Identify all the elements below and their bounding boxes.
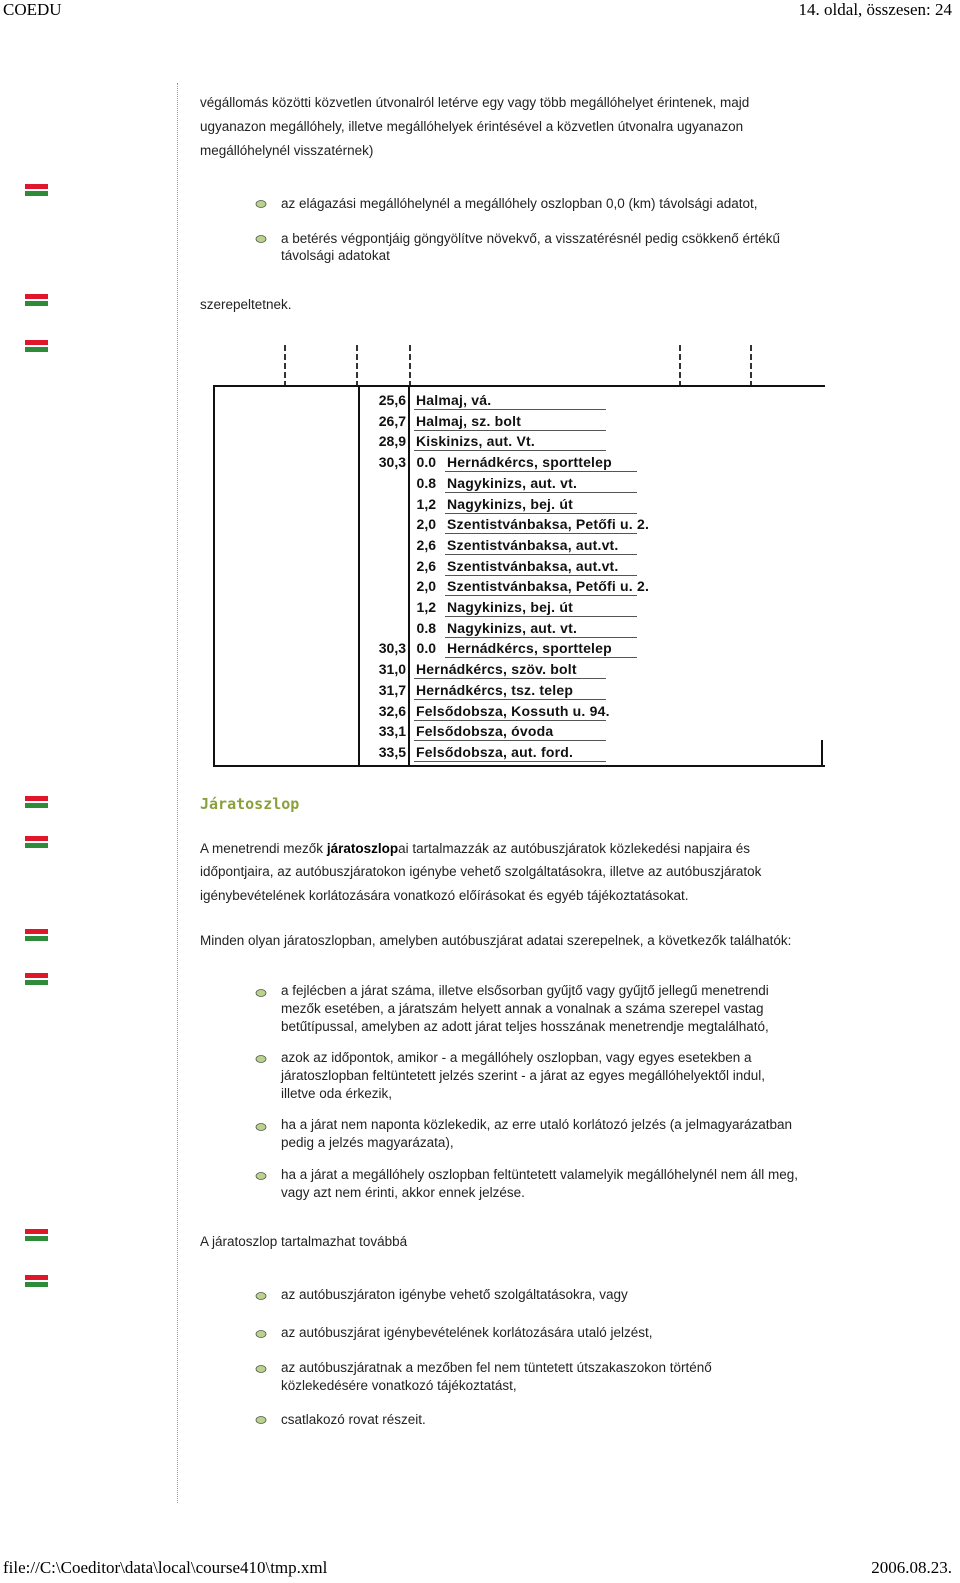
paragraph: A járatoszlop tartalmazhat továbbá [200,1234,408,1249]
hungarian-flag-icon [25,1275,48,1292]
row-underline [414,761,606,762]
list-item: távolsági adatokat [281,248,390,263]
branch-km-value: 0.8 [416,619,436,636]
stop-name: Nagykinizs, aut. vt. [447,619,578,636]
stop-name: Felsődobsza, aut. ford. [416,743,574,760]
stop-name: Halmaj, sz. bolt [416,412,522,429]
list-item: pedig a jelzés magyarázata), [281,1135,454,1150]
list-item: ha a járat a megállóhely oszlopban feltüntetett valamelyik megállóhelynél nem áll meg, [281,1167,799,1182]
hungarian-flag-icon [25,340,48,357]
intro-line: ugyanazon megállóhely, illetve megállóhelyek érintésével a közvetlen útvonalra ugyanazon [200,119,744,134]
bullet-icon [255,1119,267,1129]
timetable-row [213,638,825,658]
bullet-icon [255,231,267,241]
list-item: azok az időpontok, amikor - a megállóhely oszlopban, vagy egyes esetekben a [281,1050,752,1065]
hungarian-flag-icon [25,184,48,201]
list-item: a fejlécben a járat száma, illetve elsősorban gyűjtő vagy gyűjtő jellegű menetrendi [281,983,769,998]
list-item: mezők esetében, a járatszám helyett annak a vonalnak a száma szerepel vastag [281,1001,764,1016]
branch-km-value: 0.8 [416,474,436,491]
list-item: illetve oda érkezik, [281,1086,393,1101]
list-item: ha a járat nem naponta közlekedik, az erre utaló korlátozó jelzés (a jelmagyarázatban [281,1117,793,1132]
km-value: 25,6 [378,392,406,408]
timetable-row [213,618,825,638]
timetable-row [213,452,825,472]
km-value: 26,7 [378,412,406,429]
km-value: 33,1 [378,723,406,740]
branch-km-value: 2,0 [416,578,436,595]
section-heading: Járatoszlop [200,795,300,813]
bullet-icon [255,1168,267,1178]
bullet-icon [255,985,267,995]
stop-name: Nagykinizs, bej. út [447,599,573,615]
stop-name: Hernádkércs, sporttelep [447,640,612,657]
hungarian-flag-icon [25,929,48,946]
branch-km-value: 2,6 [416,536,436,553]
timetable-row [213,535,825,555]
timetable-row [213,556,825,576]
hungarian-flag-icon [25,796,48,813]
stop-name: Nagykinizs, bej. út [447,495,573,512]
bullet-icon [255,196,267,206]
km-value: 28,9 [378,433,406,450]
list-item: az autóbuszjáratnak a mezőben fel nem tüntetett útszakaszokon történő [281,1360,712,1375]
stop-name: Felsődobsza, óvoda [416,723,554,740]
list-item: betűtípussal, amelyben az adott járat teljes hosszának menetrendje megtalálható, [281,1019,769,1034]
timetable-row [213,597,825,617]
stop-name: Szentistvánbaksa, Petőfi u. 2. [447,578,650,595]
page-counter: 14. oldal, összesen: 24 [798,0,952,19]
hungarian-flag-icon [25,836,48,853]
timetable-row [213,514,825,534]
list-item: vagy azt nem érinti, akkor ennek jelzése. [281,1185,525,1200]
km-value: 30,3 [378,640,406,657]
column-dash [284,345,286,387]
stop-name: Halmaj, vá. [416,392,492,408]
branch-km-value: 1,2 [416,599,436,615]
hungarian-flag-icon [25,1229,48,1246]
stop-name: Felsődobsza, Kossuth u. 94. [416,702,610,719]
timetable-row [213,721,825,741]
list-item: csatlakozó rovat részeit. [281,1412,426,1427]
hungarian-flag-icon [25,973,48,990]
list-item: járatoszlopban feltüntetett jelzés szerint - a járat az egyes megállóhelyektől indul, [281,1068,766,1083]
bullet-icon [255,1412,267,1422]
list-item: közlekedésére vonatkozó tájékoztatást, [281,1378,517,1393]
bullet-icon [255,1288,267,1298]
km-value: 33,5 [378,743,406,760]
footer-path: file://C:\Coeditor\data\local\course410\tmp.xml [3,1558,328,1577]
column-dash [409,345,411,387]
timetable-row [213,411,825,431]
timetable-row [213,576,825,596]
column-dash [356,345,358,387]
keyword: járatoszlop [326,841,399,856]
paragraph-line [200,837,750,861]
stop-name: Hernádkércs, szöv. bolt [416,661,577,678]
timetable-row [213,701,825,721]
hungarian-flag-icon [25,294,48,311]
bullet-icon [255,1361,267,1371]
timetable-row [213,680,825,700]
km-value: 32,6 [378,702,406,719]
margin-divider [177,83,178,1503]
list-item: az elágazási megállóhelynél a megállóhely oszlopban 0,0 (km) távolsági adatot, [281,196,758,211]
list-item: a betérés végpontjáig göngyölítve növekvő, a visszatérésnél pedig csökkenő értékű [281,231,781,246]
branch-km-value: 2,0 [416,516,436,533]
branch-km-value: 2,6 [416,557,436,574]
list-item: az autóbuszjáraton igénybe vehető szolgáltatásokra, vagy [281,1287,628,1302]
branch-km-value: 0.0 [416,640,436,657]
bullet-icon [255,1326,267,1336]
table-rule [213,765,825,767]
timetable-row [213,659,825,679]
intro-line: végállomás közötti közvetlen útvonalról letérve egy vagy több megállóhelyet érintenek, majd [200,95,750,110]
list-item: az autóbuszjárat igénybevételének korlátozására utaló jelzést, [281,1325,653,1340]
table-rule [213,385,825,387]
km-value: 30,3 [378,454,406,471]
timetable-row [213,473,825,493]
stop-name: Szentistvánbaksa, aut.vt. [447,557,619,574]
paragraph: Minden olyan járatoszlopban, amelyben autóbuszjárat adatai szerepelnek, a következők találhatók: [200,933,792,948]
text-run: A menetrendi mezők [200,841,327,856]
timetable-row [213,390,825,410]
footer-date: 2006.08.23. [871,1558,952,1577]
stop-name: Szentistvánbaksa, aut.vt. [447,536,619,553]
km-value: 31,7 [378,681,406,698]
stop-name: Hernádkércs, sporttelep [447,454,612,471]
paragraph: szerepeltetnek. [200,297,292,312]
stop-name: Hernádkércs, tsz. telep [416,681,574,698]
branch-km-value: 0.0 [416,454,436,471]
km-value: 31,0 [378,661,406,678]
column-dash [750,345,752,387]
stop-name: Kiskinizs, aut. Vt. [416,433,535,450]
intro-line: megállóhelynél visszatérnek) [200,143,374,158]
timetable-image [213,345,825,770]
text-run: ai tartalmazzák az autóbuszjáratok közlekedési napjaira és [398,841,751,856]
stop-name: Szentistvánbaksa, Petőfi u. 2. [447,516,650,533]
timetable-row [213,494,825,514]
timetable-row [213,431,825,451]
bullet-icon [255,1051,267,1061]
header-title: COEDU [3,0,62,19]
timetable-row [213,742,825,762]
paragraph-line: időpontjaira, az autóbuszjáratokon igénybe vehető szolgáltatásokra, illetve az autóbuszjáratok [200,864,762,879]
column-dash [679,345,681,387]
branch-km-value: 1,2 [416,495,436,512]
stop-name: Nagykinizs, aut. vt. [447,474,578,491]
paragraph-line: igénybevételének korlátozására vonatkozó előírásokat és egyéb tájékoztatásokat. [200,888,689,903]
